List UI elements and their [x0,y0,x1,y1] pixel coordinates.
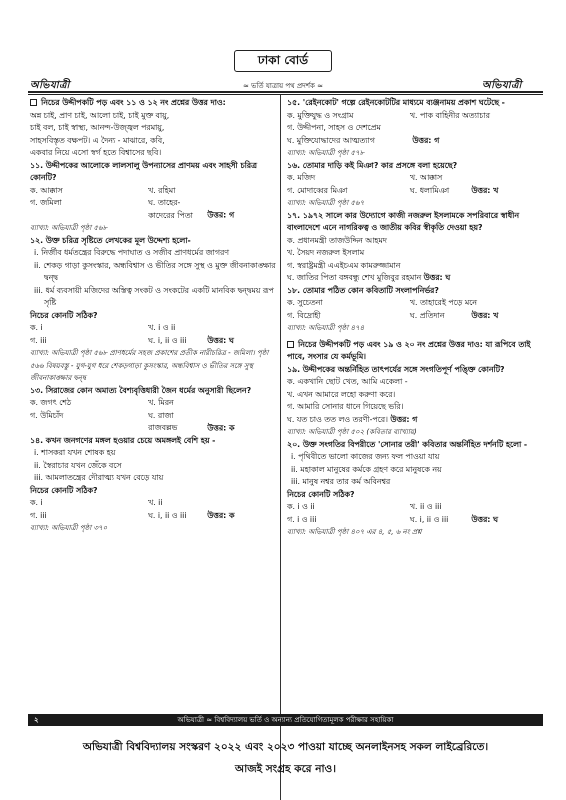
option: ক. i ও ii [287,502,315,511]
option: ক. একখানি ছোট খেত, আমি একেলা - [287,377,408,386]
answer: উত্তর: ঘ [471,514,498,524]
statement: iii. ধর্ম ব্যবসায়ী মজিদের অস্তিত্ব সংকট ও সংকটের একটি মানবিক দ্বন্দ্বময় রূপ সৃষ্টি [34,285,274,307]
answer: উত্তর: ক [207,510,235,520]
option: ক. প্রধানমন্ত্রী তাজউদ্দিন আহমদ [287,235,387,245]
answer: উত্তর: ঘ [207,335,234,345]
explanation: ব্যাখ্যা: অভিযাত্রী পৃষ্ঠা ৩৭০ [30,524,108,532]
explanation: ব্যাখ্যা: অভিযাত্রী পৃষ্ঠা ৫০২ (কবিতার ব্যাখ্যায়) [287,428,417,436]
option: খ. রহিমা [148,185,176,195]
question-11: ১১. উদ্দীপকের আলোকে লালসালু উপন্যাসের প্রাণময় এবং সাহসী চরিত্র কোনটি? [30,160,257,182]
option: ঘ. রাজা রাজবল্লভ উত্তর: ক [148,410,235,432]
option: খ. তাহারেই পড়ে মনে [409,298,477,307]
options-15 [287,110,543,148]
option: খ. ii [148,498,163,507]
statement: i. পৃথিবীতে ভালো কাজের জন্য ফল পাওয়া যায় [291,452,440,461]
explanation: ব্যাখ্যা: অভিযাত্রী পৃষ্ঠা ৫৬৮ প্রাণধর্মের সহজ প্রকাশের প্রতীক নারীচরিত্র - জমিলা। পৃষ্ঠা ৫৬৬ বিষয়বস্তু - যুগ-যুগ ধরে শেকড়গাড়া কুসংস্কার, অন্ধবিশ্বাস ও ভীতির সঙ্গে সুস্থ জীবনাকাঙ্ক্ষার দ্বন্দ্ব [30,349,269,382]
option: গ. জমিলা [30,198,62,207]
options-13 [30,397,276,435]
options-12 [30,322,276,347]
option: গ. iii [30,335,47,345]
promo-line-2: আজই সংগ্রহ করে নাও। [234,763,337,775]
question-19: ১৯. উদ্দীপকের অন্তর্নিহিত তাৎপর্যের সঙ্গে সংগতিপূর্ণ পঙ্ক্তি কোনটি? [287,364,505,374]
question-14: ১৪. কখন জনগণের মঙ্গল হওয়ার চেয়ে অমঙ্গলই বেশি হয় - [30,435,216,445]
right-column [287,97,543,539]
poem-line: সাহসবিস্তৃত বক্ষপট। এ দৈন্য - মাঝারে, কবি, [30,135,165,145]
option: ঘ. ধলামিঞা উত্তর: খ [409,185,499,195]
tagline: ≈ ভর্তি যাত্রায় পথ প্রদর্শক ≈ [243,82,323,90]
option: ঘ. i, ii ও iii উত্তর: ক [148,510,235,520]
options-18 [287,297,543,322]
options-14 [30,497,276,522]
statement: i. নির্জীব ধর্মতন্ত্রের বিরুদ্ধে পদাঘাত ও সজীব প্রাণধর্মের জাগরণ [34,248,229,257]
option: গ. বিদ্রোহী [287,310,321,320]
question-12: ১২. উক্ত চরিত্র সৃষ্টিতে লেখকের মূল উদ্দেশ্য হলো- [30,235,191,245]
statement: ii. শেকড় গাড়া কুসংস্কার, অন্ধবিশ্বাস ও ভীতির সঙ্গে সুস্থ ও মুক্ত জীবনাকাঙ্ক্ষার দ্বন্দ্ব [34,260,276,282]
option: ঘ. প্রতিদান উত্তর: খ [409,310,499,320]
header-rule [28,91,543,93]
option: গ. আমারি সোনার ধানে গিয়েছে ভরি। [287,402,404,411]
poem-line: চাই বল, চাই স্বাস্থ্য, আনন্দ-উজ্জ্বল পরমায়ু, [30,123,165,132]
question-15: ১৫. 'রেইনকোট' গল্পে রেইনকোটটির মাধ্যমে ব্যঞ্জনাময় প্রকাশ ঘটেছে - [287,98,505,107]
option: ক. সুচেতনা [287,298,323,307]
option: গ. স্বরাষ্ট্রমন্ত্রী এএইচএম কামরুজ্জামান [287,260,401,270]
option: ক. মুক্তিযুদ্ধ ও সংগ্রাম [287,110,354,120]
stem-intro: নিচের উদ্দীপকটি পড় এবং ১১ ও ১২ নং প্রশ্নের উত্তর দাও: [30,97,276,110]
logo-left: অভিযাত্রী [30,80,70,91]
option: গ. মোদাব্বের মিঞা [287,185,348,195]
question-20: ২০. উক্ত সংগতির বিপরীতে 'সোনার তরী' কবিতার অন্তর্নিহিত দর্শনটি হলো - [287,439,528,449]
option: গ. iii [30,510,47,520]
statement: ii. মহাকাল মানুষের কর্মকে গ্রহণ করে মানুষকে নয় [291,464,442,474]
option: খ. মিরন [148,398,174,407]
promo-line-1: অভিযাত্রী বিশ্ববিদ্যালয় সংস্করণ ২০২২ এবং ২০২৩ পাওয়া যাচ্ছে অনলাইনসহ সকল লাইব্রেরিতে। [82,741,489,753]
option: ঘ. মুক্তিযোদ্ধাদের আত্মত্যাগ উত্তর: গ [287,135,440,145]
header-rule-thin [28,94,543,95]
answer: উত্তর: গ [207,210,235,220]
option: ঘ. i, ii ও iii উত্তর: ঘ [409,514,498,524]
option: ক. মজিদ [287,173,316,182]
option: ঘ. জাতির পিতা বঙ্গবন্ধু শেখ মুজিবুর রহমান উত্তর: ঘ [287,273,451,282]
option: ক. i [30,498,43,507]
poem-line: একবার নিয়ে এসো স্বর্গ হতে বিশ্বাসের ছবি। [30,148,162,157]
stem-intro-2: নিচের উদ্দীপকটি পড় এবং ১৯ ও ২০ নং প্রশ্নের উত্তর দাও: যা রূপিবে তাই পাবে, সংসার যে কর্মভূমি। [287,339,531,361]
answer: উত্তর: ঘ [423,273,451,282]
options-16 [287,172,543,197]
option: ক. আক্কাস [30,185,63,195]
option: খ. সৈয়দ নজরুল ইসলাম [287,248,365,257]
option: গ. উমিচাঁদ [30,410,64,420]
option: খ. আক্কাস [409,173,443,182]
question-18: ১৮. তোমার পঠিত কোন কবিতাটি সংলাপনির্ভর? [287,285,439,295]
ask: নিচের কোনটি সঠিক? [30,310,98,320]
options-11 [30,185,276,223]
checkbox-icon [30,99,37,106]
explanation: ব্যাখ্যা: অভিযাত্রী পৃষ্ঠা ৪৭৪ [287,324,365,332]
option: ক. জগৎ শেঠ [30,398,72,407]
explanation: ব্যাখ্যা: অভিযাত্রী পৃষ্ঠা ৫৭৮ [287,149,365,157]
poem-line: অন্ন চাই, প্রাণ চাই, আলো চাই, চাই মুক্ত বায়ু, [30,110,170,120]
ask: নিচের কোনটি সঠিক? [30,485,98,495]
option: ঘ. i, ii ও iii উত্তর: ঘ [148,335,234,345]
option: ঘ. যত চাও তত লও তরণী-পরে। উত্তর: গ [287,414,418,424]
question-17: ১৭. ১৯৭২ সালে কার উদ্যোগে কাজী নজরুল ইসলামকে সপরিবারে স্বাধীন বাংলাদেশে এনে নাগরিকত্ব ও জাতীয় কবির স্বীকৃতি দেওয়া হয়? [287,210,519,232]
option: ক. i [30,323,43,332]
checkbox-icon [287,341,294,348]
statement: iii. আমলাতন্ত্রের দৌরাত্ম্য যখন বেড়ে যায় [34,473,164,482]
footer-tagline: অভিযাত্রী ≈ বিশ্ববিদ্যালয় ভর্তি ও অন্যান্য প্রতিযোগিতামূলক পরীক্ষার সহায়িকা [177,716,394,724]
answer: উত্তর: খ [471,310,499,320]
explanation: ব্যাখ্যা: অভিযাত্রী পৃষ্ঠা ৪০৭ এর ৪, ৫, ৬ নং প্রশ্ন [287,528,422,536]
ask: নিচের কোনটি সঠিক? [287,489,355,499]
explanation: ব্যাখ্যা: অভিযাত্রী পৃষ্ঠা ৫৬৭ [287,199,365,207]
question-16: ১৬. তোমার দাড়ি কই মিঞা? কার প্রসঙ্গে বলা হয়েছে? [287,160,458,170]
board-title: ঢাকা বোর্ড [234,50,332,72]
answer: উত্তর: গ [412,135,440,145]
option: খ. পাক বাহিনীর অত্যাচার [409,110,490,120]
option: খ. ii ও iii [409,502,442,511]
left-column [30,97,276,535]
statement: iii. মানুষ নশ্বর তার কর্ম অবিনশ্বর [291,477,391,486]
statement: ii. স্বৈরাচার যখন জেঁকে বসে [34,460,122,470]
statement: i. শাসকরা যখন শোষক হয় [34,448,116,457]
logo-right: অভিযাত্রী [482,80,522,91]
option: খ. এখন আমারে লহো করুণা করে। [287,389,396,399]
column-divider [280,95,281,800]
page-number: ২ [34,716,39,724]
question-13: ১৩. সিরাজের কোন অমাত্য বৈশ্যবৃত্তিধারী জৈন ধর্মের অনুসারী ছিলেন? [30,385,252,395]
options-20 [287,501,543,526]
answer: উত্তর: গ [390,414,418,424]
explanation: ব্যাখ্যা: অভিযাত্রী পৃষ্ঠা ৫৬৮ [30,224,108,232]
answer: উত্তর: খ [471,185,499,195]
option: ঘ. তাহের-কাদেরের পিতা উত্তর: গ [148,198,235,220]
option: খ. i ও ii [148,323,176,332]
answer: উত্তর: ক [207,423,235,432]
option: গ. i ও iii [287,514,317,524]
footer-bar [28,714,543,726]
option: গ. উদ্দীপনা, সাহস ও দেশপ্রেম [287,123,381,132]
